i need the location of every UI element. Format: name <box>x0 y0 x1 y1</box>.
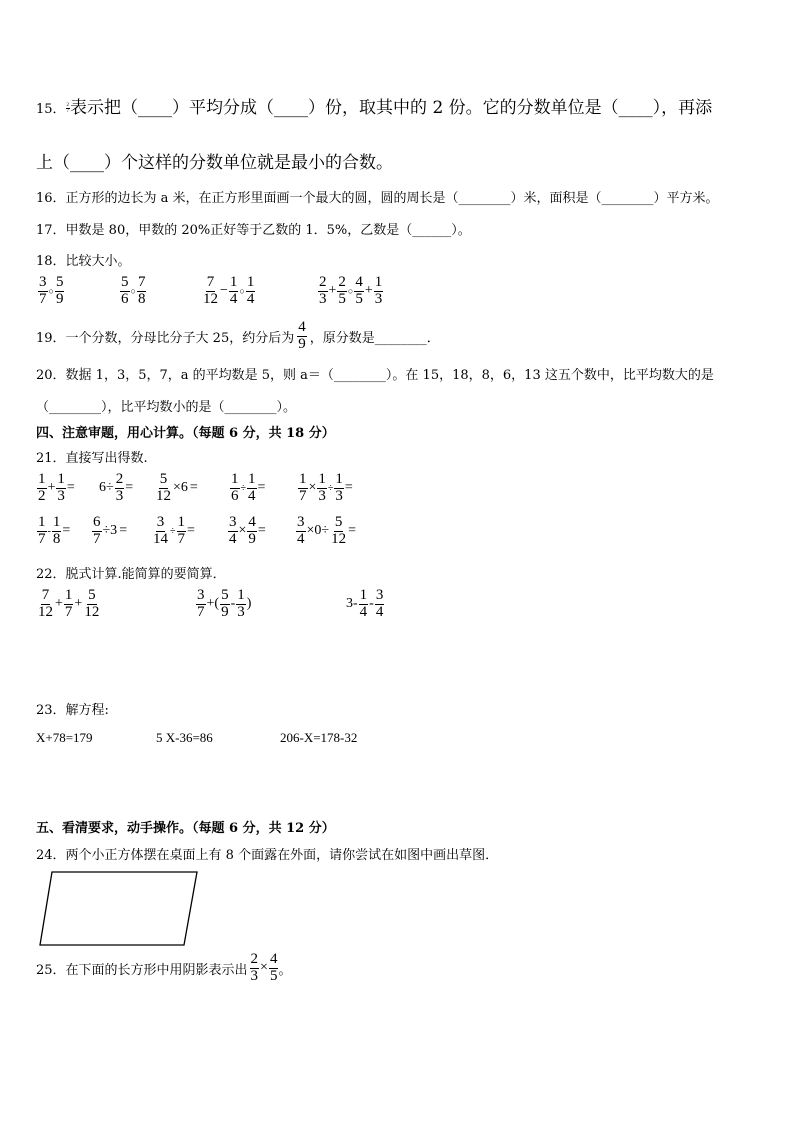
q17-text: 17．甲数是 80，甲数的 20%正好等于乙数的 1．5%，乙数是（______）。 <box>36 223 471 238</box>
q23-eq-1: X+78=179 <box>36 730 93 745</box>
q21-r1-4: $\frac{1}{6}$ ÷ $\frac{1}{4}$ = <box>231 471 266 504</box>
q16-text: 16．正方形的边长为 a 米，在正方形里面画一个最大的圆，圆的周长是（________）米，面积是（________）平方米。 <box>36 191 719 206</box>
q15-line2: 上（____）个这样的分数单位就是最小的合数。 <box>36 153 393 173</box>
q15-fraction: $\frac{2}{7}$ <box>66 102 70 114</box>
q22-expr-3: 3- $\frac{1}{4}$ - $\frac{3}{4}$ <box>346 587 384 620</box>
q18-item-4: $\frac{2}{3}$ + $\frac{2}{5}$ ○ $\frac{4}{5}$ + $\frac{1}{3}$ <box>319 274 383 307</box>
section5-heading: 五、看清要求，动手操作。（每题 6 分，共 12 分） <box>36 821 335 836</box>
q22-expr-2: $\frac{3}{7}$ +( $\frac{5}{9}$ - $\frac{1}{3}$ ) <box>197 587 252 620</box>
q21-r1-3: $\frac{5}{12}$ ×6 = <box>156 471 198 504</box>
q22-expr-1: $\frac{7}{12}$ + $\frac{1}{7}$ + $\frac{5}{12}$ <box>38 587 100 620</box>
q18-item-1: $\frac{3}{7}$ ○ $\frac{5}{9}$ <box>39 274 64 307</box>
q15-number: 15． <box>36 102 66 117</box>
q21-r2-2: $\frac{6}{7}$ ÷3 = <box>93 514 128 547</box>
q21-r1-1: $\frac{1}{2}$ + $\frac{1}{3}$ = <box>38 471 75 504</box>
q21-r2-3: $\frac{3}{14}$ ÷ $\frac{1}{7}$ = <box>153 514 195 547</box>
q21-r2-1: $\frac{1}{7}$ - $\frac{1}{8}$ = <box>38 514 71 547</box>
q19-line: 19．一个分数，分母比分子大 25，约分后为 $\frac{4}{9}$ ，原分数是________． <box>36 319 440 352</box>
q22-label: 22．脱式计算.能简算的要简算． <box>36 567 226 582</box>
section4-heading: 四、注意审题，用心计算。（每题 6 分，共 18 分） <box>36 426 335 441</box>
q21-r1-2: 6÷ $\frac{2}{3}$ = <box>99 471 134 504</box>
q21-label: 21．直接写出得数. <box>36 451 148 466</box>
q23-eq-3: 206-X=178-32 <box>280 730 358 745</box>
q15-line1 <box>36 93 712 118</box>
q24-text: 24．两个小正方体摆在桌面上有 8 个面露在外面，请你尝试在如图中画出草图． <box>36 848 499 863</box>
q23-eq-2: 5 X-36=86 <box>156 730 213 745</box>
q20-line2: （________），比平均数小的是（________）。 <box>36 400 297 415</box>
q20-line1: 20．数据 1，3，5，7，a 的平均数是 5，则 a＝（________）。在 15，18，8，6，13 这五个数中，比平均数大的是 <box>36 368 714 383</box>
parallelogram-drawing-area[interactable] <box>38 870 200 948</box>
q19-fraction: $\frac{4}{9}$ <box>298 319 306 352</box>
q25-line: 25．在下面的长方形中用阴影表示出 $\frac{2}{3}$ × $\frac{4}{5}$ 。 <box>36 951 292 984</box>
q18-item-2: $\frac{5}{6}$ ○ $\frac{7}{8}$ <box>121 274 146 307</box>
q23-label: 23．解方程: <box>36 703 109 718</box>
q21-r1-5: $\frac{1}{7}$ × $\frac{1}{3}$ ÷ $\frac{1}{3}$ = <box>299 471 353 504</box>
q21-r2-5: $\frac{3}{4}$ ×0÷ $\frac{5}{12}$ = <box>297 514 356 547</box>
q18-item-3: $\frac{7}{12}$ − $\frac{1}{4}$ ○ $\frac{1}{4}$ <box>203 274 255 307</box>
q18-label: 18．比较大小。 <box>36 254 131 269</box>
q21-r2-4: $\frac{3}{4}$ × $\frac{4}{9}$ = <box>229 514 266 547</box>
q15-text: 表示把（____）平均分成（____）份，取其中的 2 份。它的分数单位是（____），再添 <box>70 98 713 118</box>
